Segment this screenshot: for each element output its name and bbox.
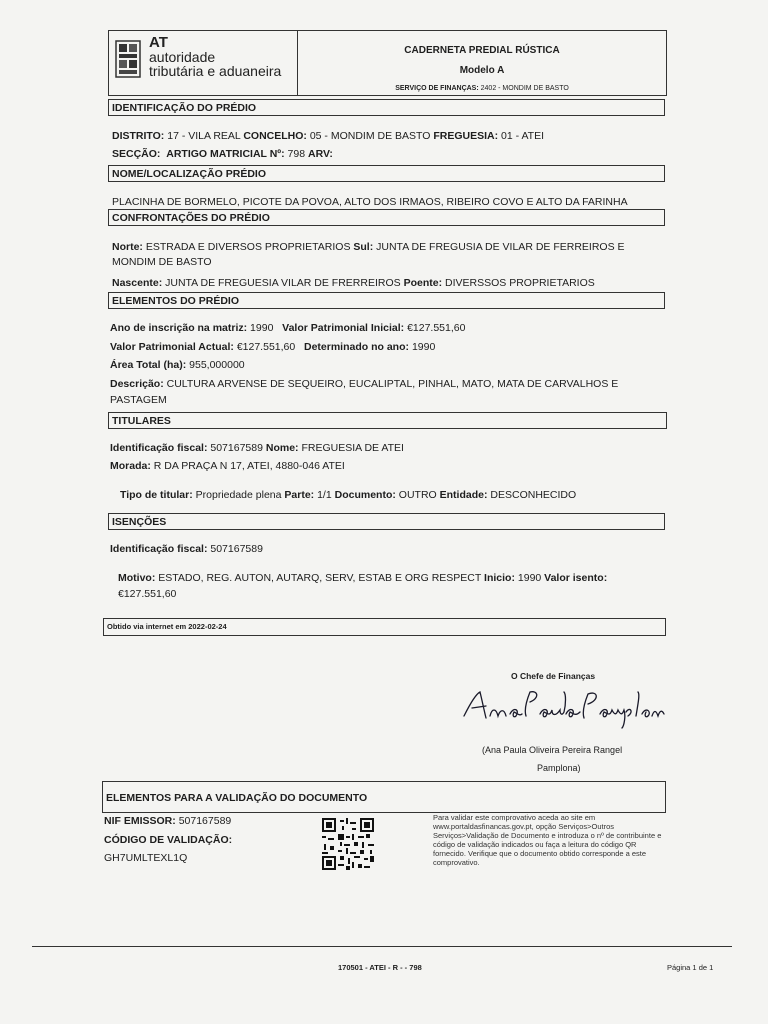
concelho-label: CONCELHO:: [243, 130, 307, 142]
confrontacoes-line1: [112, 241, 625, 253]
section-validacao: [102, 781, 666, 813]
elementos-line2: [110, 341, 435, 353]
documento-label: Documento:: [334, 489, 396, 501]
concelho-value: 05 - MONDIM DE BASTO: [309, 130, 431, 142]
tipo-label: Tipo de titular:: [120, 489, 193, 501]
confrontacoes-line2: [112, 277, 595, 289]
logo-at: AT: [149, 34, 168, 51]
handwritten-signature: [460, 686, 670, 730]
section-isencoes: ISENÇÕES: [108, 513, 665, 530]
distrito-label: DISTRITO:: [112, 130, 165, 142]
artigo-label: ARTIGO MATRICIAL Nº:: [166, 148, 285, 160]
footer-page-number: Página 1 de 1: [667, 963, 714, 972]
titulares-line2: [110, 460, 345, 472]
section-identificacao: IDENTIFICAÇÃO DO PRÉDIO: [108, 99, 665, 116]
desc-value: CULTURA ARVENSE DE SEQUEIRO, EUCALIPTAL, PINHAL, MATO, MATA DE CARVALHOS E: [166, 378, 619, 390]
valor-isento-label: Valor isento:: [544, 572, 608, 584]
area-label: Área Total (ha):: [110, 359, 187, 371]
elementos-line1: [110, 322, 465, 334]
morada-label: Morada:: [110, 460, 151, 472]
titular-nome-value: FREGUESIA DE ATEI: [301, 442, 404, 454]
footer-divider: [32, 946, 732, 947]
nif-emissor-label: NIF EMISSOR:: [104, 815, 176, 827]
valor-isento-value: €127.551,60: [118, 588, 177, 600]
at-logo: [109, 31, 298, 95]
service-label: SERVIÇO DE FINANÇAS:: [395, 85, 479, 92]
norte-label: Norte:: [112, 241, 143, 253]
isencoes-line1: [110, 543, 263, 555]
signatory-name-line1: (Ana Paula Oliveira Pereira Rangel: [482, 745, 623, 755]
vpa-label: Valor Patrimonial Actual:: [110, 341, 234, 353]
identificacao-line2: [112, 148, 333, 160]
coat-of-arms-icon: [115, 39, 141, 79]
motivo-label: Motivo:: [118, 572, 156, 584]
document-title: CADERNETA PREDIAL RÚSTICA: [404, 45, 560, 56]
titular-nome-label: Nome:: [265, 442, 299, 454]
localizacao-value: PLACINHA DE BORMELO, PICOTE DA POVOA, ALTO DOS IRMAOS, RIBEIRO COVO E ALTO DA FARINHA: [112, 196, 628, 208]
section-titulares: TITULARES: [108, 412, 667, 429]
signature-graphic: [460, 686, 670, 730]
sul-label: Sul:: [353, 241, 374, 253]
sul-value-cont: MONDIM DE BASTO: [112, 256, 212, 268]
titular-nif-label: Identificação fiscal:: [110, 442, 208, 454]
validation-instructions: Para validar este comprovativo aceda ao site em www.portaldasfinancas.gov.pt, opção Serviços>Outros Serviços>Validação de Documento e introduza o nº de contribuinte e código de validação indicados ou faça a leitura do código QR fornecido. Verifique que o documento obtido corresponde a este comprovativo.: [433, 813, 662, 867]
poente-label: Poente:: [403, 277, 443, 289]
det-value: 1990: [411, 341, 436, 353]
inicio-label: Inicio:: [484, 572, 515, 584]
document-model: Modelo A: [459, 65, 505, 76]
isencao-nif-value: 507167589: [210, 543, 263, 555]
desc-value-cont: PASTAGEM: [110, 394, 167, 406]
section-elementos: ELEMENTOS DO PRÉDIO: [108, 292, 665, 309]
sul-value: JUNTA DE FREGUSIA DE VILAR DE FERREIROS E: [376, 241, 625, 253]
parte-label: Parte:: [284, 489, 315, 501]
section-nome-localizacao: NOME/LOCALIZAÇÃO PRÉDIO: [108, 165, 665, 182]
titulares-line3: [120, 489, 576, 501]
logo-line1: autoridade: [149, 49, 216, 65]
logo-line2: tributária e aduaneira: [149, 63, 282, 79]
parte-value: 1/1: [317, 489, 332, 501]
header-title-block: [298, 31, 666, 95]
area-value: 955,000000: [189, 359, 245, 371]
arv-label: ARV:: [308, 148, 333, 160]
footer-reference: 170501 - ATEI - R - - 798: [338, 963, 422, 972]
nif-emissor-line: [104, 815, 231, 827]
vpi-label: Valor Patrimonial Inicial:: [282, 322, 405, 334]
qr-code-icon: [322, 818, 374, 870]
seccao-label: SECÇÃO:: [112, 148, 161, 160]
det-label: Determinado no ano:: [304, 341, 410, 353]
codigo-validacao-label-text: CÓDIGO DE VALIDAÇÃO:: [104, 834, 233, 846]
validacao-title: ELEMENTOS PARA A VALIDAÇÃO DO DOCUMENTO: [106, 792, 368, 804]
obtido-box: [103, 618, 666, 636]
morada-value: R DA PRAÇA N 17, ATEI, 4880-046 ATEI: [153, 460, 345, 472]
titulares-line1: [110, 442, 404, 454]
inicio-value: 1990: [517, 572, 542, 584]
nascente-value: JUNTA DE FREGUESIA VILAR DE FRERREIROS: [165, 277, 401, 289]
identificacao-line1: [112, 130, 544, 142]
elementos-line3: [110, 359, 245, 371]
section-confrontacoes: CONFRONTAÇÕES DO PRÉDIO: [108, 209, 665, 226]
isencoes-line2: [118, 572, 607, 584]
nascente-label: Nascente:: [112, 277, 163, 289]
desc-label: Descrição:: [110, 378, 164, 390]
service-line: [298, 85, 666, 92]
codigo-validacao-value: GH7UMLTEXL1Q: [104, 852, 188, 864]
freguesia-label: FREGUESIA:: [433, 130, 499, 142]
signatory-name-line2: Pamplona): [537, 763, 581, 773]
artigo-value: 798: [287, 148, 306, 160]
ano-label: Ano de inscrição na matriz:: [110, 322, 248, 334]
service-value: 2402 - MONDIM DE BASTO: [480, 85, 569, 92]
nif-emissor-value: 507167589: [178, 815, 232, 827]
elementos-line4: [110, 378, 618, 390]
isencao-nif-label: Identificação fiscal:: [110, 543, 208, 555]
freguesia-value: 01 - ATEI: [501, 130, 545, 142]
norte-value: ESTRADA E DIVERSOS PROPRIETARIOS: [145, 241, 351, 253]
tipo-value: Propriedade plena: [195, 489, 282, 501]
logo-text: [149, 36, 281, 78]
entidade-label: Entidade:: [439, 489, 488, 501]
vpi-value: €127.551,60: [407, 322, 466, 334]
codigo-validacao-label: [104, 834, 232, 846]
motivo-value: ESTADO, REG. AUTON, AUTARQ, SERV, ESTAB E ORG RESPECT: [158, 572, 482, 584]
ano-value: 1990: [250, 322, 274, 334]
poente-value: DIVERSSOS PROPRIETARIOS: [445, 277, 595, 289]
chefe-financas-title: O Chefe de Finanças: [511, 671, 596, 681]
obtido-text: Obtido via internet em 2022-02-24: [107, 622, 227, 631]
distrito-value: 17 - VILA REAL: [167, 130, 241, 142]
entidade-value: DESCONHECIDO: [490, 489, 577, 501]
documento-value: OUTRO: [398, 489, 437, 501]
document-header: [108, 30, 667, 96]
titular-nif-value: 507167589: [210, 442, 263, 454]
vpa-value: €127.551,60: [236, 341, 296, 353]
